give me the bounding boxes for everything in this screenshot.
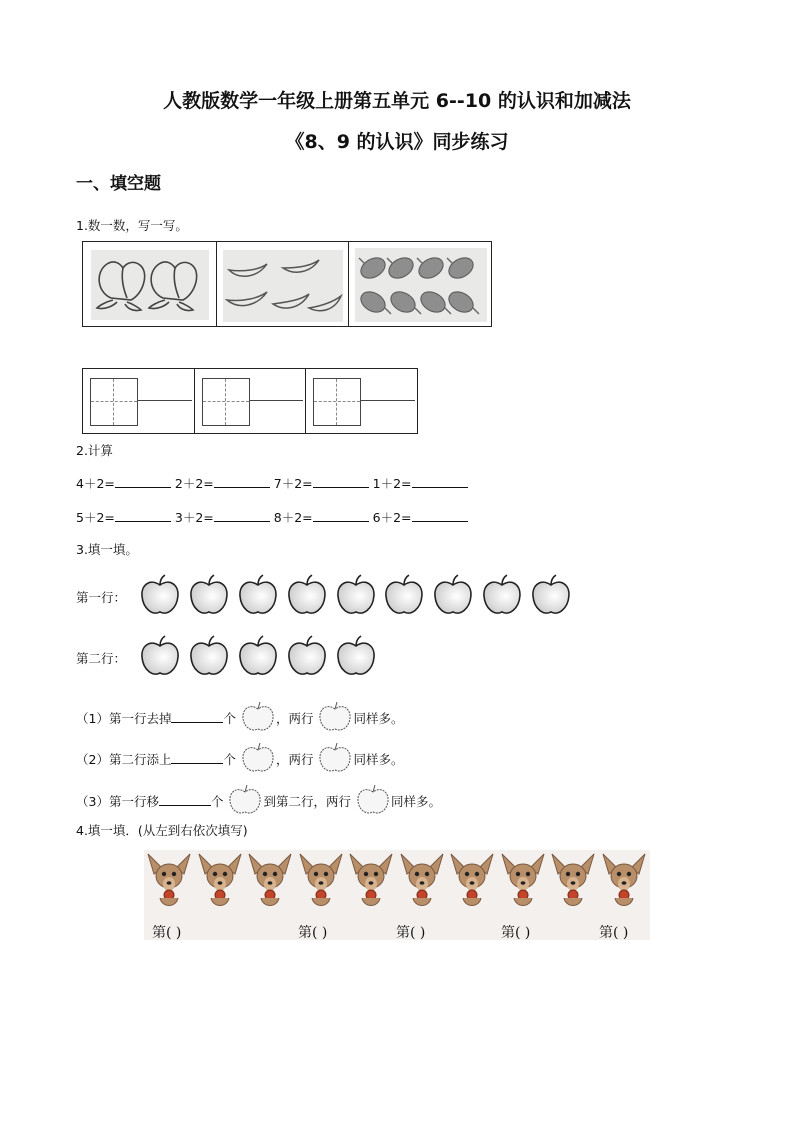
sentence-text: 同样多。 [353, 752, 404, 767]
dog-icon [397, 850, 447, 916]
sentence-text: 个 [210, 794, 224, 809]
apple-icon [384, 574, 424, 618]
answer-blank[interactable] [159, 793, 211, 806]
apple-icon [140, 574, 180, 618]
q1-answer-table [82, 368, 418, 434]
answer-cell[interactable] [306, 369, 417, 433]
apple-icon [238, 635, 278, 679]
answer-blank[interactable] [412, 509, 468, 522]
q2-row2 [76, 508, 468, 526]
q3-sentence-2 [76, 742, 403, 774]
equation: 3＋2= [174, 510, 214, 525]
q4-prompt: 4.填一填．(从左到右依次填写) [76, 823, 248, 838]
apple-icon [238, 574, 278, 618]
answer-blank[interactable] [171, 710, 223, 723]
apple-icon [189, 574, 229, 618]
page-subtitle: 《8、9 的认识》同步练习 [285, 131, 509, 153]
apple-outline-icon [317, 701, 353, 733]
answer-blank[interactable] [313, 475, 369, 488]
apple-icon [189, 635, 229, 679]
equation: 8＋2= [273, 510, 313, 525]
sentence-text: 同样多。 [353, 711, 404, 726]
apple-icon [287, 635, 327, 679]
peach-cell [83, 242, 217, 326]
apple-outline-icon [355, 784, 391, 816]
apple-outline-icon [240, 701, 276, 733]
apple-row-2 [140, 635, 400, 679]
sentence-text: 个 [223, 711, 236, 726]
dog-icon [296, 850, 346, 916]
answer-cell[interactable] [195, 369, 307, 433]
answer-blank[interactable] [412, 475, 468, 488]
page-title: 人教版数学一年级上册第五单元 6--10 的认识和加减法 [163, 90, 631, 112]
pineapple-cell [349, 242, 492, 326]
q3-sentence-3 [76, 784, 441, 816]
dog-icon [548, 850, 598, 916]
position-label: 第( ) [396, 925, 426, 941]
answer-blank[interactable] [115, 475, 171, 488]
equation: 1＋2= [372, 476, 412, 491]
sentence-text: （3）第一行移 [76, 794, 159, 809]
position-label: 第( ) [599, 925, 629, 941]
apple-outline-icon [227, 784, 263, 816]
sentence-text: 个 [223, 752, 236, 767]
q1-picture-table [82, 241, 492, 327]
q2-row1 [76, 474, 468, 492]
equation: 6＋2= [372, 510, 412, 525]
answer-blank[interactable] [115, 509, 171, 522]
banana-icon [217, 242, 348, 326]
sentence-text: ，两行 [275, 752, 314, 767]
dog-icon [245, 850, 295, 916]
apple-icon [531, 574, 571, 618]
q3-sentence-1 [76, 701, 403, 733]
row2-label: 第二行： [76, 651, 127, 666]
dog-icon [498, 850, 548, 916]
answer-blank[interactable] [214, 475, 270, 488]
answer-blank[interactable] [313, 509, 369, 522]
dog-icon [195, 850, 245, 916]
equation: 2＋2= [174, 476, 214, 491]
banana-cell [217, 242, 349, 326]
position-label: 第( ) [152, 925, 182, 941]
dog-icon [599, 850, 649, 916]
sentence-text: （2）第二行添上 [76, 752, 172, 767]
apple-icon [336, 635, 376, 679]
q3-prompt: 3.填一填。 [76, 542, 138, 557]
dog-icon [144, 850, 194, 916]
equation: 4＋2= [76, 476, 115, 491]
equation: 5＋2= [76, 510, 115, 525]
answer-blank[interactable] [214, 509, 270, 522]
section-heading: 一、填空题 [76, 174, 161, 194]
peach-icon [83, 242, 216, 326]
apple-icon [482, 574, 522, 618]
sentence-text: 同样多。 [390, 794, 441, 809]
answer-blank[interactable] [171, 751, 223, 764]
q2-prompt: 2.计算 [76, 443, 113, 458]
dog-strip [144, 850, 650, 940]
apple-icon [140, 635, 180, 679]
apple-outline-icon [240, 742, 276, 774]
dog-icon [346, 850, 396, 916]
apple-outline-icon [317, 742, 353, 774]
position-label: 第( ) [298, 925, 328, 941]
q1-prompt: 1.数一数，写一写。 [76, 218, 188, 233]
sentence-text: 到第二行，两行 [263, 794, 351, 809]
answer-cell[interactable] [83, 369, 195, 433]
pineapple-icon [349, 242, 492, 326]
row1-label: 第一行： [76, 590, 127, 605]
sentence-text: ，两行 [275, 711, 314, 726]
apple-icon [336, 574, 376, 618]
sentence-text: （1）第一行去掉 [76, 711, 172, 726]
apple-icon [433, 574, 473, 618]
apple-row-1 [140, 574, 580, 618]
position-label: 第( ) [501, 925, 531, 941]
apple-icon [287, 574, 327, 618]
equation: 7＋2= [273, 476, 313, 491]
dog-icon [447, 850, 497, 916]
